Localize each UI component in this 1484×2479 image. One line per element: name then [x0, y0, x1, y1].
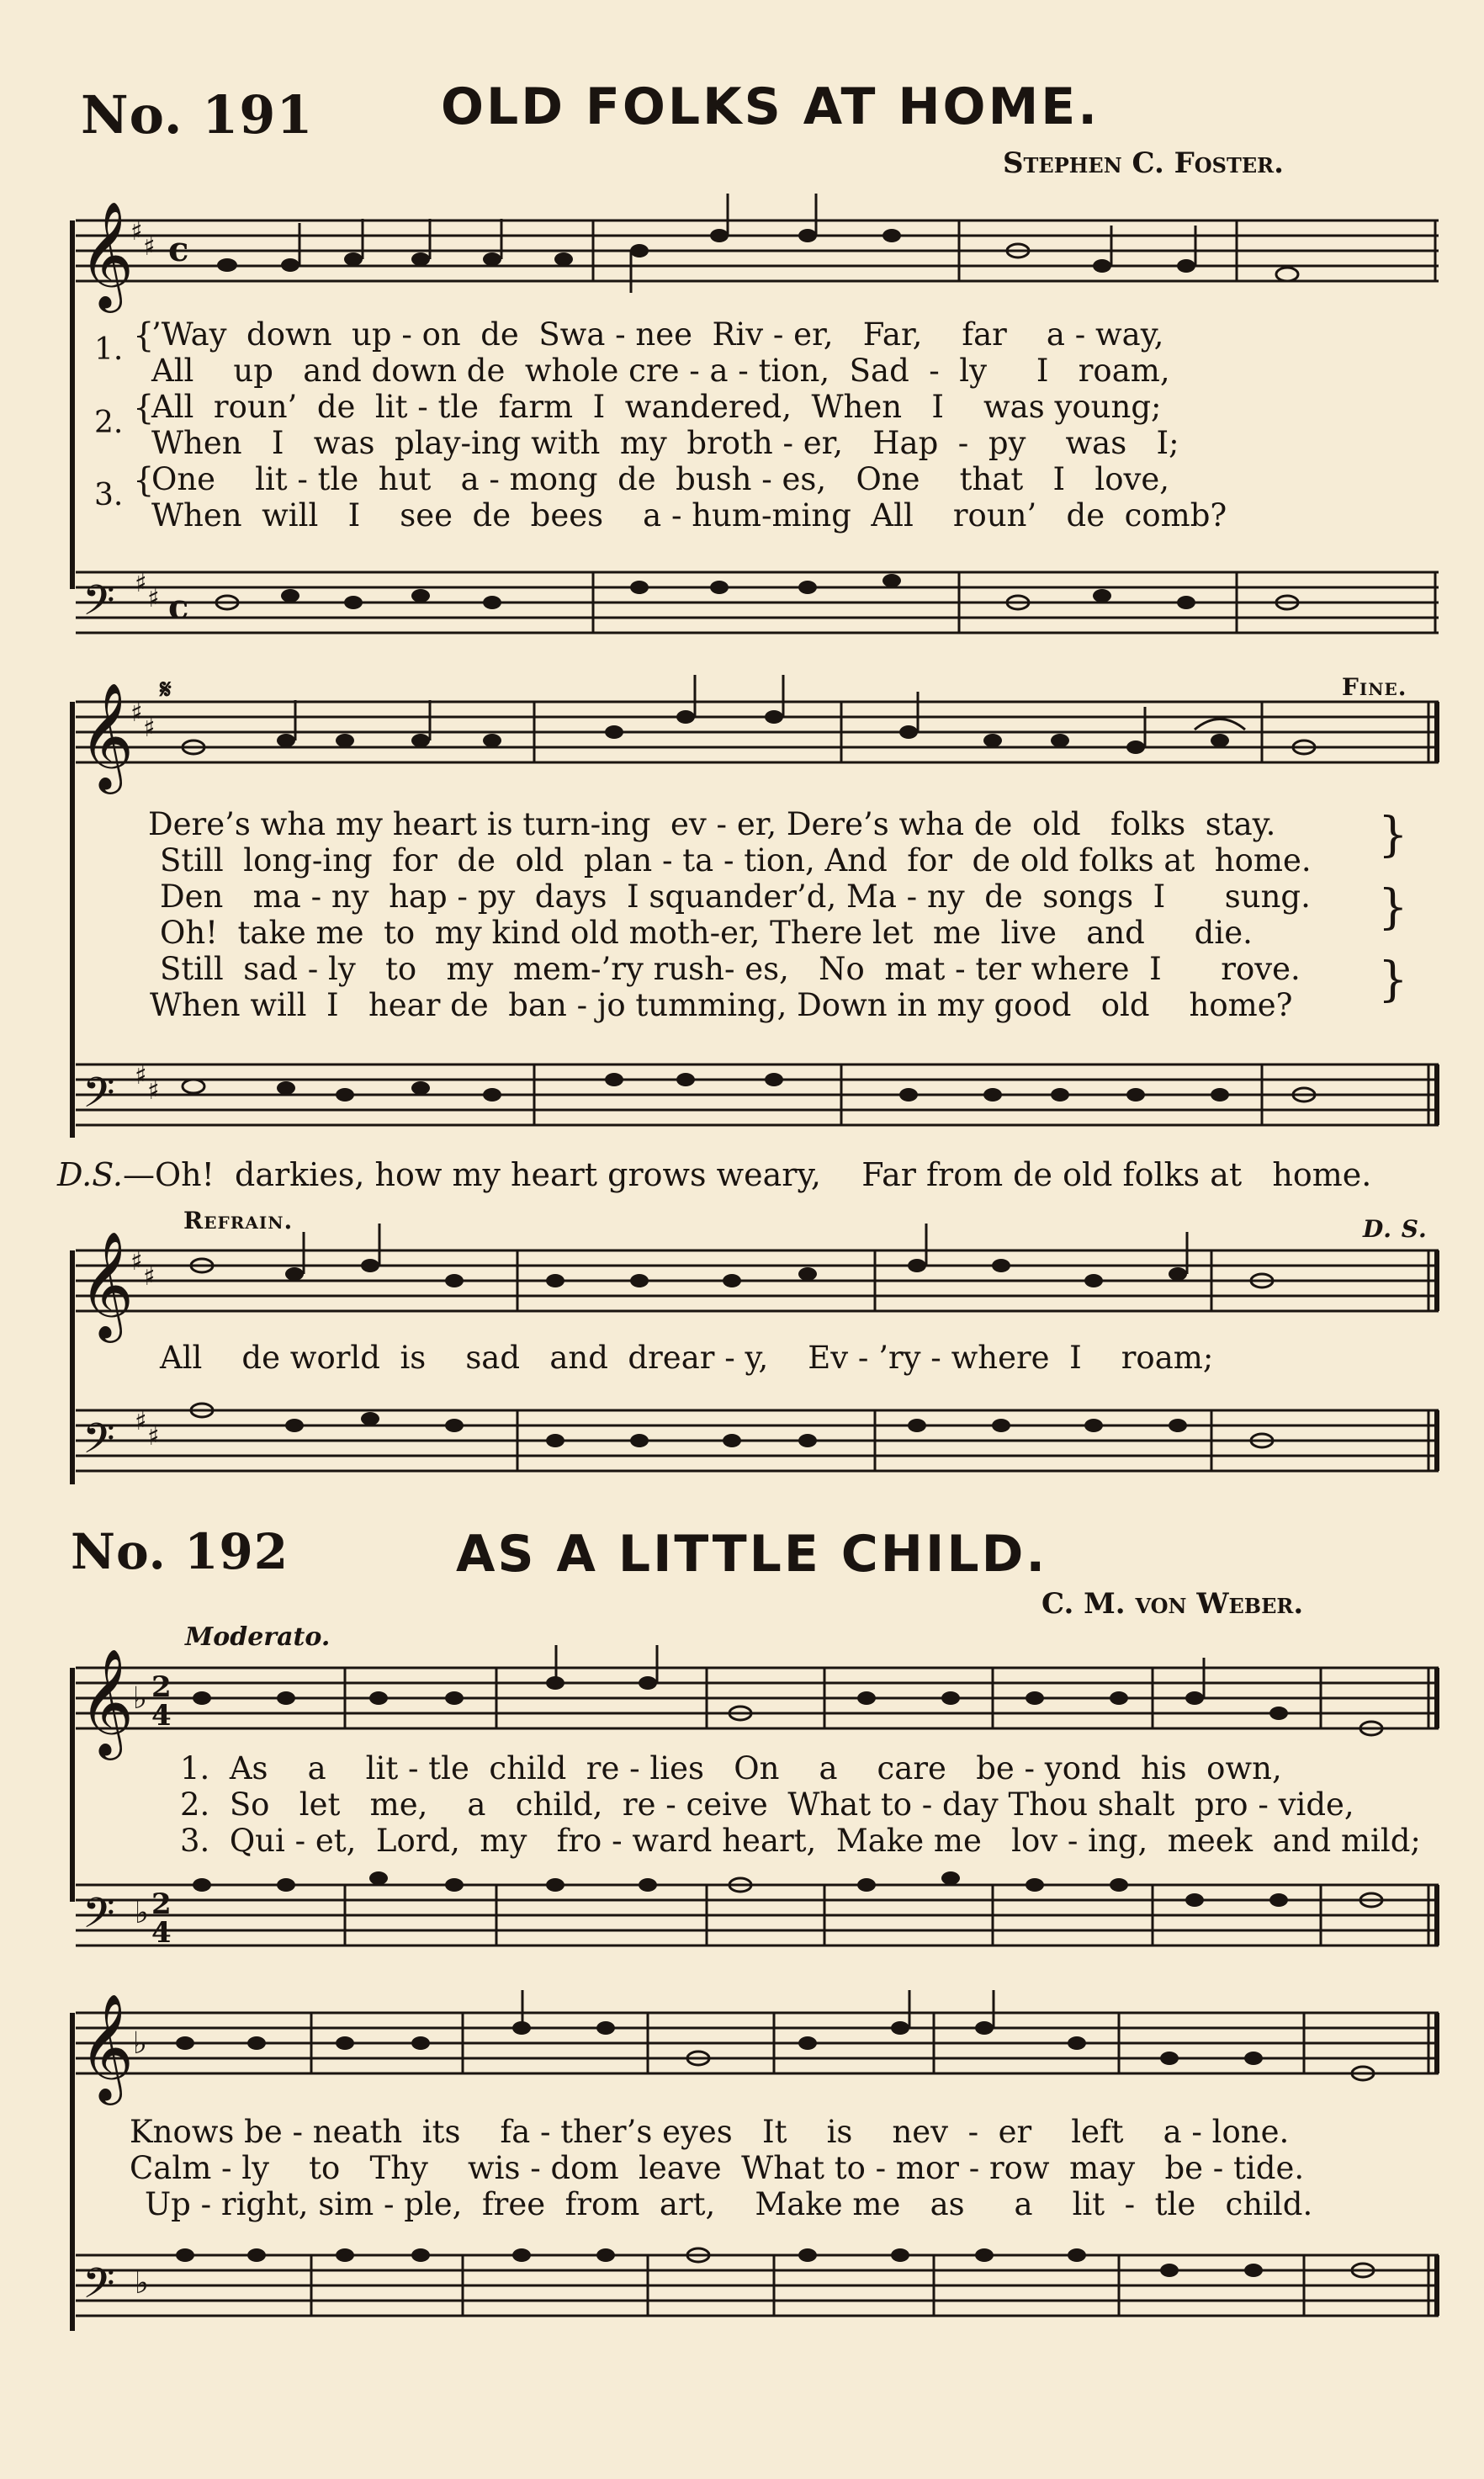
lyric-line: Still sad - ly to my mem-’ry rush- es, No mat - ter where I rove. [160, 951, 1301, 987]
lyric-brace: { [133, 461, 155, 500]
hymn-192-title: AS A LITTLE CHILD. [456, 1525, 1048, 1584]
svg-text:♯: ♯ [143, 1262, 156, 1292]
refrain-mark: Refrain. [183, 1207, 294, 1234]
ds-text: —Oh! darkies, how my heart grows weary, Far from de old folks at home. [122, 1156, 1372, 1193]
svg-text:𝄞: 𝄞 [79, 682, 135, 789]
svg-text:♯: ♯ [143, 714, 156, 743]
svg-text:𝄞: 𝄞 [79, 1993, 135, 2100]
staff-192-sys1-bass [67, 1851, 1447, 1961]
svg-text:♯: ♯ [135, 569, 147, 598]
lyric-brace: { [133, 389, 155, 427]
lyric-line: 3. Qui - et, Lord, my fro - ward heart, Make me lov - ing, meek and mild; [180, 1823, 1421, 1859]
svg-text:♯: ♯ [147, 1076, 160, 1106]
svg-text:c: c [168, 230, 189, 269]
svg-text:♯: ♯ [130, 698, 143, 728]
svg-text:♭: ♭ [135, 1896, 149, 1930]
staff-192-sys2-treble [67, 1994, 1447, 2104]
svg-text:2: 2 [151, 1887, 172, 1921]
svg-text:𝄞: 𝄞 [79, 200, 135, 308]
lyric-line: When will I see de bees a - hum-ming All roun’ de comb? [151, 497, 1227, 533]
svg-text:𝄢: 𝄢 [82, 576, 115, 635]
ds-instruction [57, 1156, 1371, 1193]
svg-text:♭: ♭ [135, 2266, 149, 2301]
svg-text:𝄞: 𝄞 [79, 1230, 135, 1338]
lyric-line: Dere’s wha my heart is turn-ing ev - er, Dere’s wha de old folks stay. [148, 806, 1276, 842]
lyric-line: When I was play-ing with my broth - er, Hap - py was I; [151, 425, 1179, 461]
ds-label: D.S. [57, 1156, 123, 1193]
lyric-brace: } [1378, 953, 1408, 1007]
staff-191-sys1-treble [67, 202, 1447, 311]
tempo-mark: Moderato. [185, 1622, 331, 1652]
svg-text:𝄢: 𝄢 [82, 1069, 115, 1128]
svg-text:♯: ♯ [147, 1422, 160, 1452]
lyric-line: 2. So let me, a child, re - ceive What to - day Thou shalt pro - vide, [180, 1786, 1354, 1823]
svg-text:2: 2 [151, 1670, 172, 1704]
hymn-191-composer: Stephen C. Foster. [1003, 146, 1284, 180]
hymn-192-number: No. 192 [71, 1523, 289, 1580]
lyric-brace: { [133, 316, 155, 355]
verse-number: 1. [94, 332, 124, 367]
verse-number: 3. [94, 478, 124, 512]
hymn-191-title: OLD FOLKS AT HOME. [441, 77, 1100, 136]
svg-text:c: c [168, 587, 189, 627]
svg-text:𝄢: 𝄢 [82, 1889, 115, 1948]
svg-text:𝄢: 𝄢 [82, 2259, 115, 2318]
svg-text:♯: ♯ [135, 1061, 147, 1091]
staff-191-refrain-bass [67, 1377, 1447, 1486]
lyric-line: ’Way down up - on de Swa - nee Riv - er, Far, far a - way, [151, 316, 1164, 353]
lyric-line: 1. As a lit - tle child re - lies On a care be - yond his own, [180, 1750, 1282, 1786]
staff-192-sys1-treble [67, 1649, 1447, 1759]
verse-number: 2. [94, 406, 124, 440]
fine-mark: Fine. [1342, 673, 1407, 701]
svg-text:𝄞: 𝄞 [79, 1648, 135, 1755]
staff-192-sys2-bass [67, 2222, 1447, 2348]
hymn-191-number: No. 191 [81, 84, 314, 146]
svg-text:♯: ♯ [135, 1407, 147, 1436]
lyric-line: Oh! take me to my kind old moth-er, There let me live and die. [160, 915, 1253, 951]
svg-text:♯: ♯ [130, 217, 143, 247]
staff-191-sys2-treble [67, 683, 1447, 793]
lyric-line: All roun’ de lit - tle farm I wandered, When I was young; [151, 389, 1162, 425]
svg-text:♯: ♯ [130, 1247, 143, 1277]
svg-text:4: 4 [151, 1916, 172, 1950]
lyric-line: All up and down de whole cre - a - tion, Sad - ly I roam, [151, 353, 1170, 389]
lyric-line: Up - right, sim - ple, free from art, Make me as a lit - tle child. [145, 2186, 1313, 2222]
lyric-line: Den ma - ny hap - py days I squander’d, Ma - ny de songs I sung. [160, 879, 1311, 915]
svg-text:♯: ♯ [147, 584, 160, 613]
lyric-brace: } [1378, 880, 1408, 935]
ds-mark: D. S. [1363, 1215, 1428, 1243]
svg-text:𝄢: 𝄢 [82, 1415, 115, 1473]
svg-text:4: 4 [151, 1699, 172, 1733]
lyric-line: One lit - tle hut a - mong de bush - es, One that I love, [151, 461, 1170, 497]
staff-191-sys2-bass [67, 1031, 1447, 1140]
svg-text:♯: ♯ [143, 232, 156, 262]
lyric-line: When will I hear de ban - jo tumming, Down in my good old home? [150, 987, 1293, 1023]
lyric-line: Knows be - neath its fa - ther’s eyes It is nev - er left a - lone. [130, 2114, 1290, 2150]
staff-191-sys1-bass [67, 539, 1447, 648]
lyric-line: Calm - ly to Thy wis - dom leave What to - mor - row may be - tide. [130, 2150, 1305, 2186]
hymn-192-composer: C. M. von Weber. [1041, 1587, 1304, 1621]
svg-text:♭: ♭ [133, 2026, 147, 2061]
segno-mark: 𝄋 [160, 673, 172, 705]
lyric-brace: } [1378, 808, 1408, 863]
refrain-lyric: All de world is sad and drear - y, Ev - ’ry - where I roam; [160, 1340, 1214, 1376]
staff-191-refrain-treble [67, 1232, 1447, 1341]
svg-text:♭: ♭ [133, 1681, 147, 1716]
lyric-line: Still long-ing for de old plan - ta - tion, And for de old folks at home. [160, 842, 1312, 879]
